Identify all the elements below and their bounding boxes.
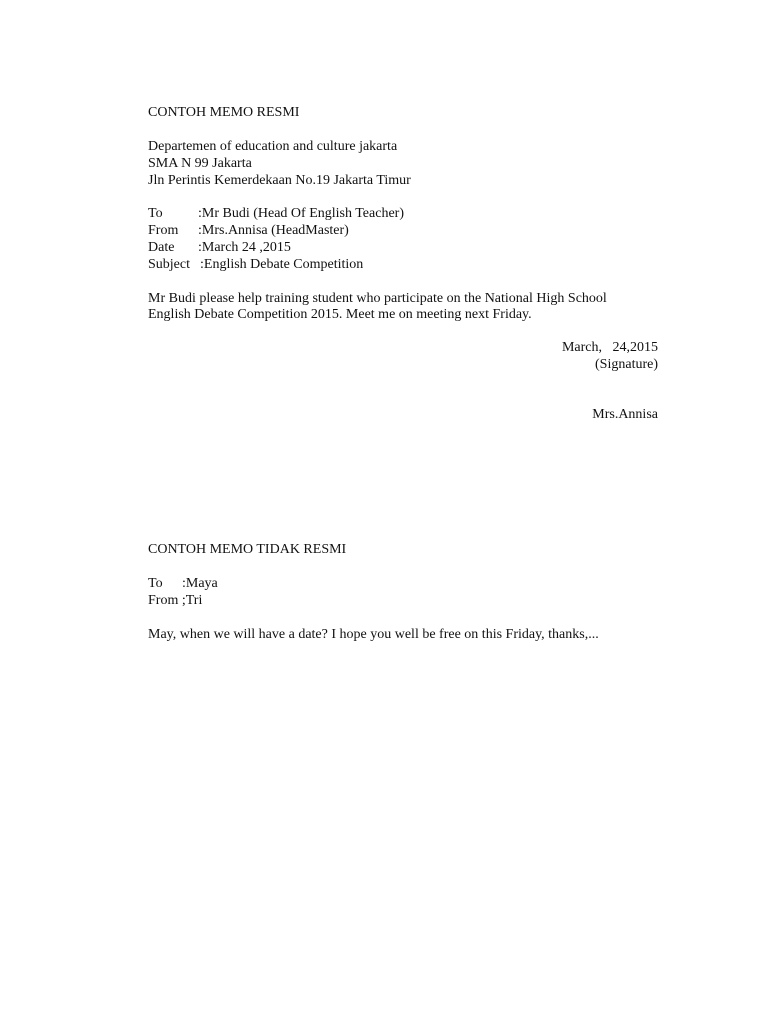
informal-to-value: :Maya: [182, 576, 218, 591]
informal-from-line: From ;Tri: [148, 593, 203, 608]
org-line-address: Jln Perintis Kemerdekaan No.19 Jakarta Timur: [148, 173, 411, 188]
signer-name: Mrs.Annisa: [592, 407, 658, 422]
field-from-label: From: [148, 223, 179, 238]
closing-date: March, 24,2015: [561, 340, 658, 355]
field-to-value: :Mr Budi (Head Of English Teacher): [198, 206, 404, 221]
field-to-label: To: [148, 206, 163, 221]
field-subject-value: :English Debate Competition: [200, 257, 364, 272]
field-subject-label: Subject: [148, 257, 190, 272]
org-line-department: Departemen of education and culture jakarta: [148, 139, 398, 154]
formal-memo-heading: CONTOH MEMO RESMI: [148, 105, 300, 120]
signature-placeholder: (Signature): [595, 357, 658, 372]
org-line-school: SMA N 99 Jakarta: [148, 156, 252, 171]
field-date-value: :March 24 ,2015: [198, 240, 291, 255]
field-date-label: Date: [148, 240, 175, 255]
formal-body-line-1: Mr Budi please help training student who participate on the National High School: [148, 291, 607, 306]
field-from-value: :Mrs.Annisa (HeadMaster): [198, 223, 349, 238]
informal-memo-heading: CONTOH MEMO TIDAK RESMI: [148, 542, 347, 557]
informal-body: May, when we will have a date? I hope you well be free on this Friday, thanks,...: [148, 627, 599, 642]
informal-to-label: To: [148, 576, 163, 591]
formal-body-line-2: English Debate Competition 2015. Meet me on meeting next Friday.: [148, 307, 532, 322]
